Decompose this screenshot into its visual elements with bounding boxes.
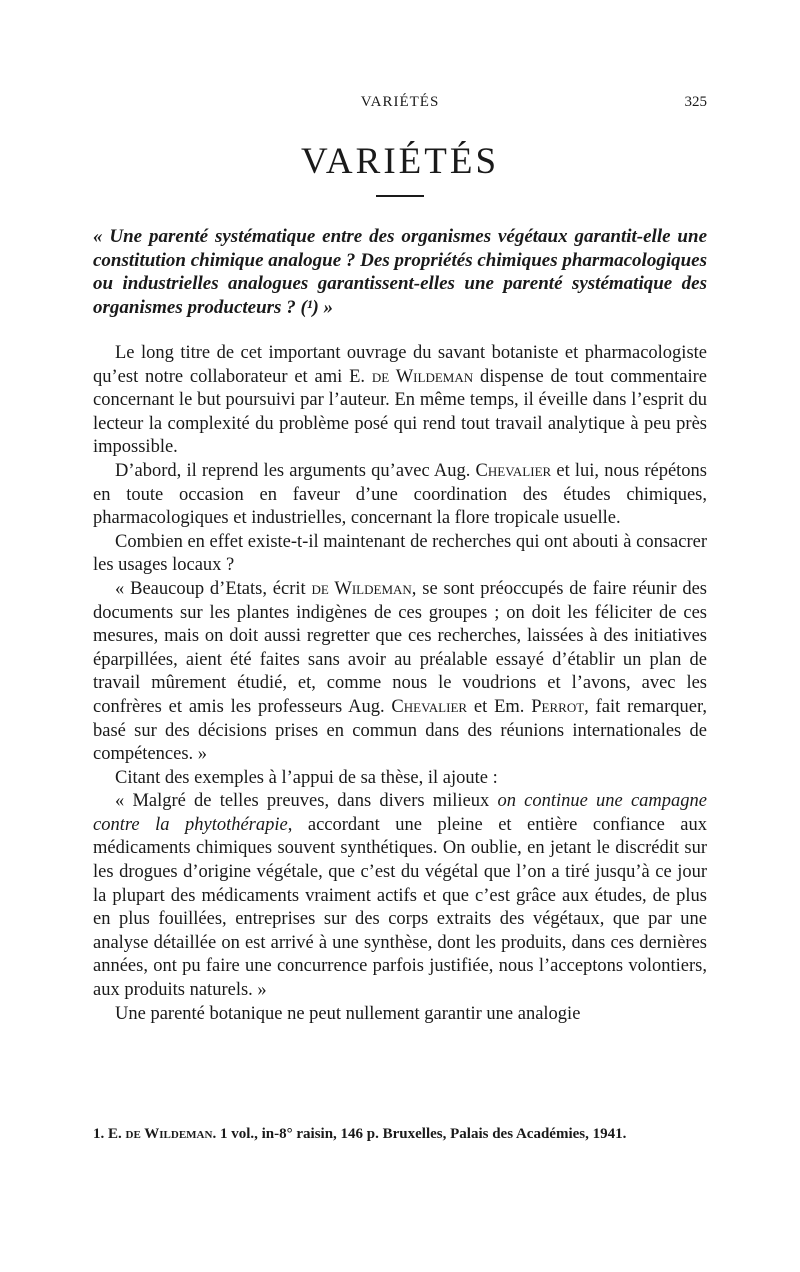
text-span: et Em.: [467, 696, 532, 717]
author-name: de Wildeman: [311, 578, 412, 599]
text-span: , fait remarquer, basé sur des décisions prises en commun dans des réunions internationales de compétences. »: [93, 696, 707, 765]
running-head: [93, 90, 707, 116]
paragraph-3: [93, 531, 707, 578]
text-span: Une parenté botanique ne peut nullement garantir une analogie: [115, 1003, 581, 1024]
running-title: VARIÉTÉS: [360, 94, 440, 110]
text-span: Le long titre de cet important ouvrage du savant botaniste et pharmacologiste qu’est notre collaborateur et ami E.: [93, 343, 707, 387]
intro-quote: « Une parenté systématique entre des organismes végétaux garantit-elle une constitution chimique analogue ? Des propriétés chimiques pharmacologiques ou industrielles analogues garantissent-elles une parenté systématique des organismes producteurs ? (¹) »: [93, 226, 707, 318]
paragraph-1: [93, 342, 707, 460]
body-text: [93, 342, 707, 1026]
paragraph-4: [93, 578, 707, 767]
author-name: Chevalier: [475, 460, 552, 481]
footnote: [93, 1125, 707, 1144]
paragraph-7: [93, 1003, 707, 1027]
section-title: VARIÉTÉS: [300, 141, 500, 182]
text-span: « Malgré de telles preuves, dans divers milieux: [115, 791, 498, 812]
italic-phrase: on continue une campagne contre la phytothérapie: [93, 791, 707, 835]
text-span: , accordant une pleine et entière confiance aux médicaments chimiques souvent synthétiques. On oublie, en jetant le discrédit sur les drogues d’origine végétale, que c’est du végétal que l’on a tiré jusqu’à ce jour la plupart des médicaments vraiment actifs et que c’est grâce aux études, de plus en plus fouillées, entreprises sur des corps extraits des végétaux, que par une analyse détaillée on est arrivé à une synthèse, dont les produits, dans ces dernières années, ont pu faire une concurrence parfois justifiée, nous l’acceptons volontiers, aux produits naturels. »: [93, 814, 707, 1001]
text-span: Citant des exemples à l’appui de sa thèse, il ajoute :: [115, 767, 498, 788]
paragraph-6: [93, 790, 707, 1002]
author-name: Chevalier: [391, 696, 468, 717]
author-name: de Wildeman: [125, 1126, 213, 1142]
text-span: Combien en effet existe-t-il maintenant de recherches qui ont abouti à consacrer les usages locaux ?: [93, 531, 707, 576]
text-span: dispense de tout commentaire concernant le but poursuivi par l’auteur. En même temps, il éveille dans l’esprit du lecteur la complexité du problème posé qui rend tout travail analytique à peu près impossible.: [93, 366, 707, 458]
text-span: « Beaucoup d’Etats, écrit: [115, 578, 312, 599]
paragraph-2: [93, 460, 707, 531]
paragraph-5: [93, 767, 707, 791]
page-number: 325: [684, 94, 707, 110]
author-name: Perrot: [531, 696, 585, 717]
author-name: de Wildeman: [371, 366, 474, 387]
text-span: D’abord, il reprend les arguments qu’avec Aug.: [115, 460, 476, 481]
title-rule: [376, 195, 424, 197]
text-span: et lui, nous répétons en toute occasion en faveur d’une coordination des études chimiques, pharmacologiques et industrielles, concernant la flore tropicale usuelle.: [93, 460, 707, 529]
text-span: , se sont préoccupés de faire réunir des documents sur les plantes indigènes de ces groupes ; on doit les féliciter de ces mesures, mais on doit aussi regretter que ces recherches, laissées à des initiatives éparpillées, aient été faites sans avoir au préalable essayé d’établir un plan de travail mûrement étudié, et, comme nous le voudrions et l’avons, avec les confrères et amis les professeurs Aug.: [93, 578, 707, 717]
text-span: 1. E.: [93, 1126, 126, 1142]
text-span: . 1 vol., in-8° raisin, 146 p. Bruxelles, Palais des Académies, 1941.: [212, 1126, 627, 1142]
